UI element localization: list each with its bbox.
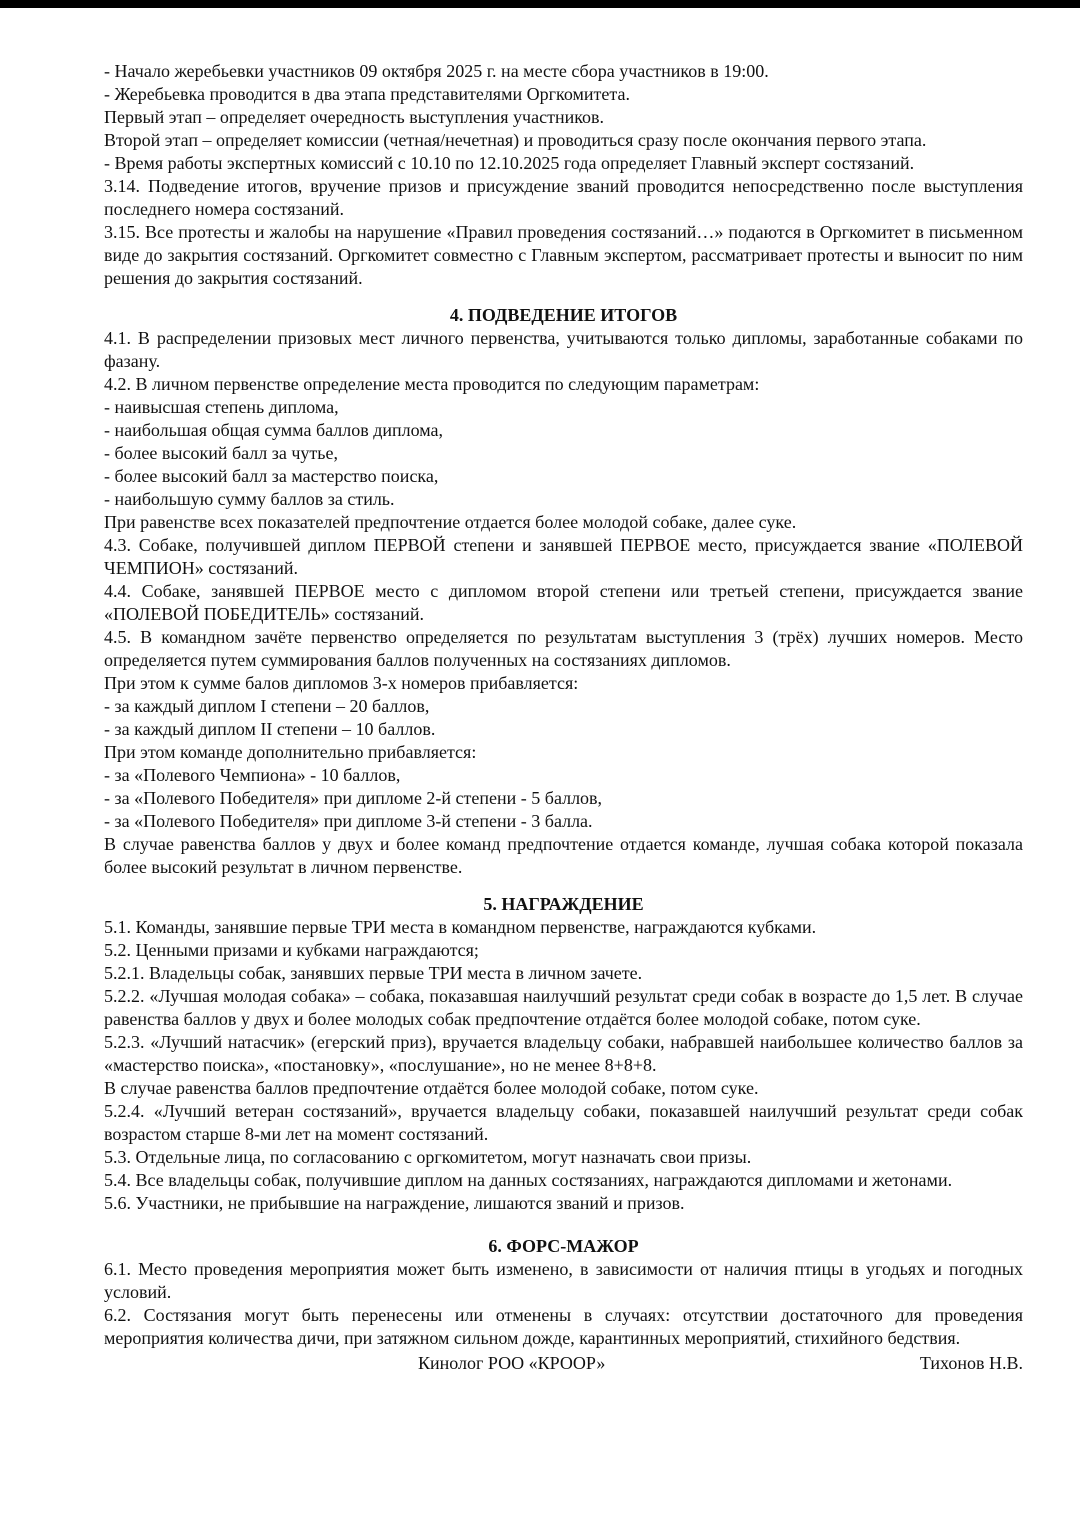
team-tie-rule: В случае равенства баллов у двух и более команд предпочтение отдается команде, лучшая собака которой показала более высокий результат в личном первенстве. — [104, 834, 1023, 877]
team-bonus-item: - за «Полевого Чемпиона» - 10 баллов, — [104, 765, 401, 785]
paragraph-5-1: 5.1. Команды, занявшие первые ТРИ места в командном первенстве, награждаются кубками. — [104, 917, 817, 937]
top-black-bar — [0, 0, 1080, 8]
paragraph-5-2-3: 5.2.3. «Лучший натасчик» (егерский приз), вручается владельцу собаки, набравшей наибольшее количество баллов за «мастерство поиска», «постановку», «послушание», но не менее 8+8+8. — [104, 1032, 1023, 1075]
signature-block — [104, 1352, 1023, 1375]
criteria-item: - наибольшая общая сумма баллов диплома, — [104, 420, 444, 440]
section-6-heading: 6. ФОРС-МАЖОР — [488, 1236, 639, 1256]
signature-name: Тихонов Н.В. — [919, 1353, 1023, 1373]
team-bonus-intro: При этом команде дополнительно прибавляется: — [104, 742, 477, 762]
section-4-heading: 4. ПОДВЕДЕНИЕ ИТОГОВ — [449, 305, 678, 325]
paragraph-5-4: 5.4. Все владельцы собак, получившие диплом на данных состязаниях, награждаются дипломами и жетонами. — [104, 1170, 953, 1190]
bonus-item: - за каждый диплом II степени – 10 баллов. — [104, 719, 436, 739]
section-5-heading: 5. НАГРАЖДЕНИЕ — [483, 894, 644, 914]
paragraph-4-1: 4.1. В распределении призовых мест личного первенства, учитываются только дипломы, заработанные собаками по фазану. — [104, 328, 1023, 371]
intro-line: - Жеребьевка проводится в два этапа представителями Оргкомитета. — [104, 84, 630, 104]
paragraph-5-2-2: 5.2.2. «Лучшая молодая собака» – собака, показавшая наилучший результат среди собак в возрасте до 1,5 лет. В случае равенства баллов у двух и более молодых собак предпочтение отдаётся более молодой собаке, потом суке. — [104, 986, 1023, 1029]
paragraph-4-5: 4.5. В командном зачёте первенство определяется по результатам выступления 3 (трёх) лучших номеров. Место определяется путем суммирования баллов полученных на состязаниях дипломов. — [104, 627, 1023, 670]
criteria-item: - наивысшая степень диплома, — [104, 397, 339, 417]
intro-line: Первый этап – определяет очередность выступления участников. — [104, 107, 605, 127]
document-page — [104, 60, 1023, 1375]
paragraph-5-2: 5.2. Ценными призами и кубками награждаются; — [104, 940, 479, 960]
intro-line: - Время работы экспертных комиссий с 10.10 по 12.10.2025 года определяет Главный эксперт состязаний. — [104, 153, 915, 173]
intro-line: Второй этап – определяет комиссии (четная/нечетная) и проводиться сразу после окончания первого этапа. — [104, 130, 927, 150]
criteria-item: - более высокий балл за мастерство поиска, — [104, 466, 439, 486]
intro-block — [104, 60, 1023, 175]
paragraph-5-2-4: 5.2.4. «Лучший ветеран состязаний», вручается владельцу собаки, показавшей наилучший результат среди собак возрастом старше 8-ми лет на момент состязаний. — [104, 1101, 1023, 1144]
paragraph-6-2: 6.2. Состязания могут быть перенесены или отменены в случаях: отсутствии достаточного для проведения мероприятия количества дичи, при затяжном сильном дожде, карантинных мероприятий, стихийного бедствия. — [104, 1305, 1023, 1348]
team-bonus-item: - за «Полевого Победителя» при дипломе 2-й степени - 5 баллов, — [104, 788, 603, 808]
paragraph-4-2: 4.2. В личном первенстве определение места проводится по следующим параметрам: — [104, 374, 760, 394]
criteria-item: - более высокий балл за чутье, — [104, 443, 338, 463]
tie-rule: При равенстве всех показателей предпочтение отдается более молодой собаке, далее суке. — [104, 512, 797, 532]
criteria-item: - наибольшую сумму баллов за стиль. — [104, 489, 395, 509]
signature-position: Кинолог РОО «КРООР» — [418, 1353, 606, 1373]
paragraph-3-14: 3.14. Подведение итогов, вручение призов и присуждение званий проводится непосредственно после выступления последнего номера состязаний. — [104, 176, 1023, 219]
paragraph-6-1: 6.1. Место проведения мероприятия может быть изменено, в зависимости от наличия птицы в угодьях и погодных условий. — [104, 1259, 1023, 1302]
paragraph-5-2-3-tie: В случае равенства баллов предпочтение отдаётся более молодой собаке, потом суке. — [104, 1078, 759, 1098]
paragraph-4-3: 4.3. Собаке, получившей диплом ПЕРВОЙ степени и занявшей ПЕРВОЕ место, присуждается звание «ПОЛЕВОЙ ЧЕМПИОН» состязаний. — [104, 535, 1023, 578]
paragraph-5-2-1: 5.2.1. Владельцы собак, занявших первые ТРИ места в личном зачете. — [104, 963, 643, 983]
bonus-intro: При этом к сумме балов дипломов 3-х номеров прибавляется: — [104, 673, 579, 693]
paragraph-5-3: 5.3. Отдельные лица, по согласованию с оргкомитетом, могут назначать свои призы. — [104, 1147, 752, 1167]
paragraph-5-6: 5.6. Участники, не прибывшие на награждение, лишаются званий и призов. — [104, 1193, 685, 1213]
intro-line: - Начало жеребьевки участников 09 октября 2025 г. на месте сбора участников в 19:00. — [104, 61, 769, 81]
paragraph-4-4: 4.4. Собаке, занявшей ПЕРВОЕ место с дипломом второй степени или третьей степени, присуждается звание «ПОЛЕВОЙ ПОБЕДИТЕЛЬ» состязаний. — [104, 581, 1023, 624]
bonus-item: - за каждый диплом I степени – 20 баллов, — [104, 696, 430, 716]
paragraph-3-15: 3.15. Все протесты и жалобы на нарушение «Правил проведения состязаний…» подаются в Оргкомитет в письменном виде до закрытия состязаний. Оргкомитет совместно с Главным экспертом, рассматривает протесты и выносит по ним решения до закрытия состязаний. — [104, 222, 1023, 288]
team-bonus-item: - за «Полевого Победителя» при дипломе 3-й степени - 3 балла. — [104, 811, 593, 831]
